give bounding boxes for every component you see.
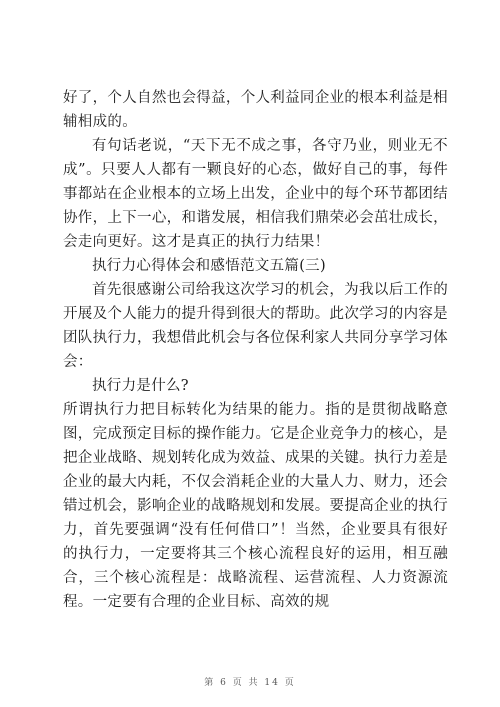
paragraph-quote: 有句话老说，“天下无不成之事，各守乃业，则业无不成”。只要人人都有一颗良好的心态，做好自己的事，每件事都站在企业根本的立场上出发，企业中的每个环节都团结协作，上下一心，和谐发展，相信我们鼎荣必会茁壮成长，会走向更好。这才是真正的执行力结果！ xyxy=(63,138,448,250)
page-number-footer: 第 6 页 共 14 页 xyxy=(204,678,296,688)
subsection-title: 执行力是什么? xyxy=(92,378,189,394)
document-body xyxy=(63,86,448,614)
paragraph-definition: 所谓执行力把目标转化为结果的能力。指的是贯彻战略意图，完成预定目标的操作能力。它是企业竞争力的核心，是把企业战略、规划转化成为效益、成果的关键。执行力差是企业的最大内耗，不仅会消耗企业的大量人力、财力，还会错过机会，影响企业的战略规划和发展。要提高企业的执行力，首先要强调“没有任何借口”！当然，企业要具有很好的执行力，一定要将其三个核心流程良好的运用，相互融合，三个核心流程是：战略流程、运营流程、人力资源流程。一定要有合理的企业目标、高效的规 xyxy=(63,402,448,610)
paragraph-intro: 首先很感谢公司给我这次学习的机会，为我以后工作的开展及个人能力的提升得到很大的帮助。此次学习的内容是团队执行力，我想借此机会与各位保利家人共同分享学习体会： xyxy=(63,282,448,370)
section-title: 执行力心得体会和感悟范文五篇(三) xyxy=(92,258,326,274)
paragraph-continuation: 好了，个人自然也会得益，个人利益同企业的根本利益是相辅相成的。 xyxy=(63,90,448,130)
